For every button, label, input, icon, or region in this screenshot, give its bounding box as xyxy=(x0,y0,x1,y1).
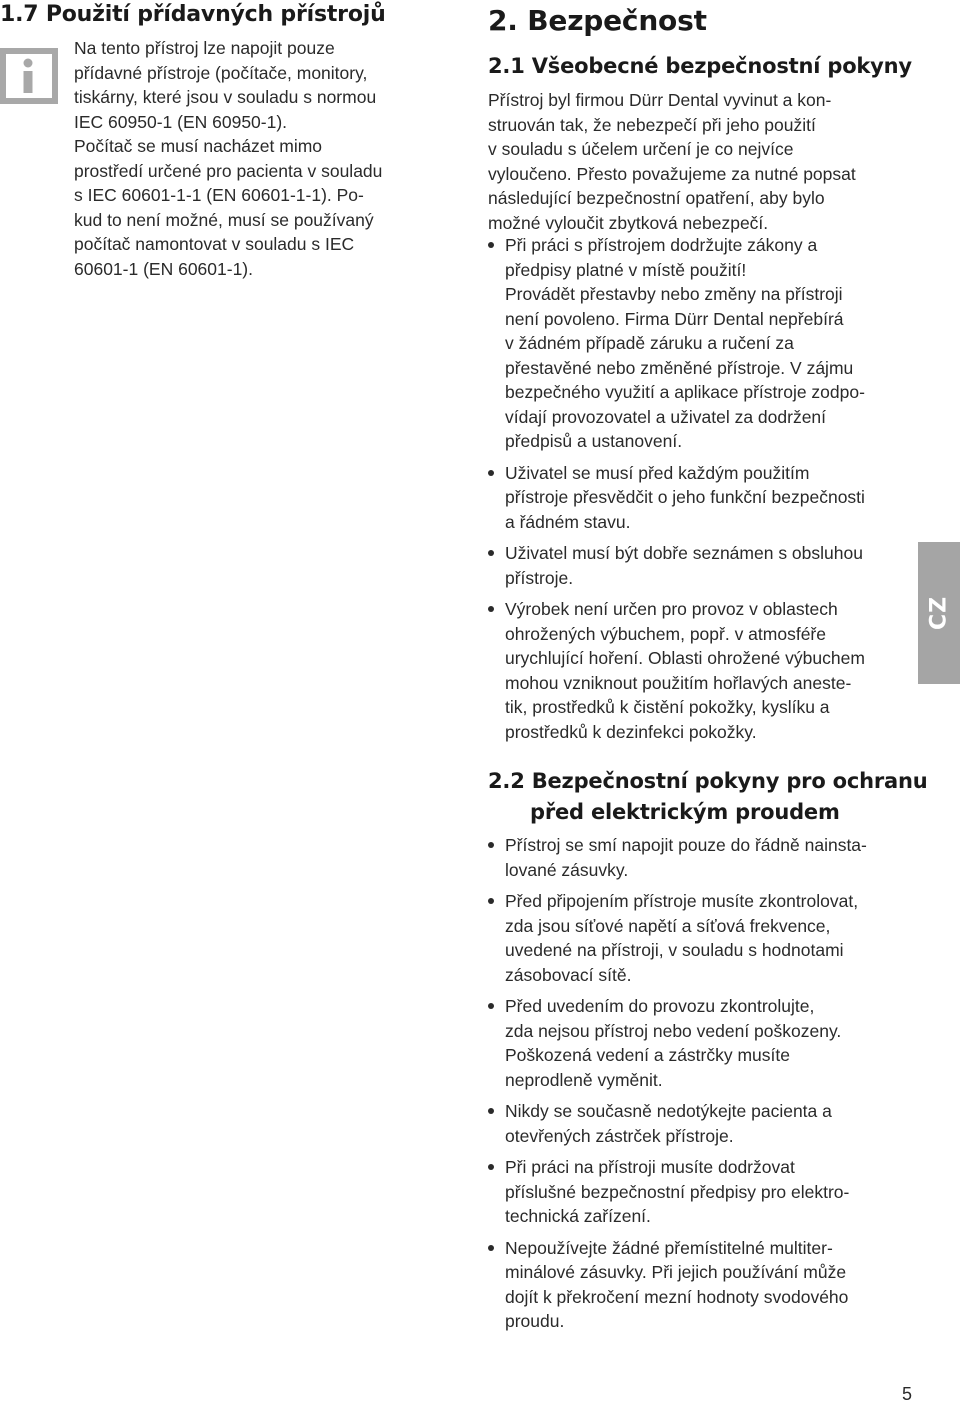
text-line: prostředí určené pro pacienta v souladu xyxy=(74,160,383,181)
bullet-icon xyxy=(488,470,494,476)
section-2-1-bullet-list xyxy=(488,233,865,751)
list-item xyxy=(488,1099,867,1148)
bullet-icon xyxy=(488,1108,494,1114)
text-line: otevřených zástrček přístroje. xyxy=(505,1125,734,1146)
text-line: přístroje přesvědčit o jeho funkční bezpečnosti xyxy=(505,487,865,507)
section-1-7-heading: 1.7 Použití přídavných přístrojů xyxy=(0,2,386,27)
text-line: zásobovací sítě. xyxy=(505,964,632,985)
text-line: přídavné přístroje (počítače, monitory, xyxy=(74,62,368,83)
bullet-icon xyxy=(488,550,494,556)
text-line: příslušné bezpečnostní předpisy pro elektro- xyxy=(505,1181,850,1202)
section-2-1-heading: 2.1 Všeobecné bezpečnostní pokyny xyxy=(488,54,912,78)
list-item xyxy=(488,1236,867,1334)
bullet-icon xyxy=(488,842,494,848)
bullet-icon xyxy=(488,898,494,904)
text-line: Před uvedením do provozu zkontrolujte, xyxy=(505,996,815,1016)
section-2-2-heading-cont: před elektrickým proudem xyxy=(530,800,840,824)
text-line: Nikdy se současně nedotýkejte pacienta a xyxy=(505,1101,832,1121)
text-line: lované zásuvky. xyxy=(505,859,629,880)
bullet-icon xyxy=(488,242,494,248)
text-line: Při práci na přístroji musíte dodržovat xyxy=(505,1157,795,1177)
text-line: proudu. xyxy=(505,1311,565,1331)
text-line: urychlující hoření. Oblasti ohrožené výbuchem xyxy=(505,648,865,668)
text-line: Přístroj byl firmou Dürr Dental vyvinut a kon- xyxy=(488,90,832,110)
text-line: minálové zásuvky. Při jejich používání může xyxy=(505,1262,847,1282)
text-line: struován tak, že nebezpečí při jeho použití xyxy=(488,114,816,135)
text-line: kud to není možné, musí se používaný xyxy=(74,209,374,230)
text-line: Výrobek není určen pro provoz v oblastech xyxy=(505,599,838,619)
language-tab-label: CZ xyxy=(926,595,952,631)
text-line: ohrožených výbuchem, popř. v atmosféře xyxy=(505,623,826,644)
text-line: předpisy platné v místě použití! xyxy=(505,259,747,280)
text-line: uvedené na přístroji, v souladu s hodnotami xyxy=(505,940,844,960)
list-item xyxy=(488,1155,867,1229)
text-line: Provádět přestavby nebo změny na přístroji xyxy=(505,284,843,304)
text-line: Na tento přístroj lze napojit pouze xyxy=(74,38,335,58)
text-line: Uživatel musí být dobře seznámen s obsluhou xyxy=(505,543,863,563)
text-line: Poškozená vedení a zástrčky musíte xyxy=(505,1045,790,1065)
text-line: dojít k překročení mezní hodnoty svodového xyxy=(505,1286,849,1307)
text-line: zda nejsou přístroj nebo vedení poškozeny. xyxy=(505,1020,842,1041)
text-line: Při práci s přístrojem dodržujte zákony a xyxy=(505,235,818,255)
section-2-heading: 2. Bezpečnost xyxy=(488,4,707,37)
list-item xyxy=(488,233,865,454)
section-1-7-text xyxy=(74,36,382,281)
list-item xyxy=(488,597,865,744)
text-line: a řádném stavu. xyxy=(505,511,631,532)
text-line: Nepoužívejte žádné přemístitelné multiter- xyxy=(505,1237,833,1258)
bullet-icon xyxy=(488,1164,494,1170)
text-line: technická zařízení. xyxy=(505,1206,651,1226)
section-2-2-heading: 2.2 Bezpečnostní pokyny pro ochranu xyxy=(488,769,928,793)
info-icon xyxy=(0,48,58,104)
text-line: zda jsou síťové napětí a síťová frekvence, xyxy=(505,915,831,936)
text-line: Počítač se musí nacházet mimo xyxy=(74,136,323,156)
text-line: mohou vzniknout použitím hořlavých anestе- xyxy=(505,672,852,693)
list-item xyxy=(488,541,865,590)
section-2-1-intro xyxy=(488,88,856,235)
text-line: vyloučeno. Přesto považujeme za nutné popsat xyxy=(488,163,856,184)
text-line: vídají provozovatel a uživatel za dodržení xyxy=(505,406,827,427)
text-line: bezpečného využití a aplikace přístroje zodpo- xyxy=(505,382,865,402)
text-line: 60601-1 (EN 60601-1). xyxy=(74,258,253,279)
text-line: v žádném případě záruku a ručení za xyxy=(505,333,794,353)
text-line: Uživatel se musí před každým použitím xyxy=(505,462,810,483)
text-line: Přístroj se smí napojit pouze do řádně nainsta- xyxy=(505,835,867,855)
text-line: počítač namontovat v souladu s IEC xyxy=(74,234,355,254)
section-2-2-bullet-list xyxy=(488,833,867,1341)
text-line: přístroje. xyxy=(505,567,574,588)
text-line: IEC 60950-1 (EN 60950-1). xyxy=(74,111,288,132)
text-line: přestavěné nebo změněné přístroje. V zájmu xyxy=(505,357,854,378)
bullet-icon xyxy=(488,1003,494,1009)
language-tab xyxy=(918,542,960,684)
text-line: následující bezpečnostní opatření, aby bylo xyxy=(488,188,825,208)
bullet-icon xyxy=(488,1245,494,1251)
bullet-icon xyxy=(488,606,494,612)
list-item xyxy=(488,889,867,987)
text-line: předpisů a ustanovení. xyxy=(505,431,683,451)
page-number: 5 xyxy=(902,1384,913,1404)
list-item xyxy=(488,994,867,1092)
text-line: prostředků k dezinfekci pokožky. xyxy=(505,721,757,742)
text-line: Před připojením přístroje musíte zkontrolovat, xyxy=(505,891,859,911)
text-line: možné vyloučit zbytková nebezpečí. xyxy=(488,212,769,233)
text-line: tik, prostředků k čistění pokožky, kyslíku a xyxy=(505,697,830,717)
text-line: s IEC 60601-1-1 (EN 60601-1-1). Po- xyxy=(74,185,364,205)
text-line: neprodleně vyměnit. xyxy=(505,1069,663,1090)
text-line: není povoleno. Firma Dürr Dental nepřebírá xyxy=(505,308,844,329)
list-item xyxy=(488,461,865,535)
text-line: v souladu s účelem určení je co nejvíce xyxy=(488,139,794,159)
text-line: tiskárny, které jsou v souladu s normou xyxy=(74,87,377,107)
list-item xyxy=(488,833,867,882)
